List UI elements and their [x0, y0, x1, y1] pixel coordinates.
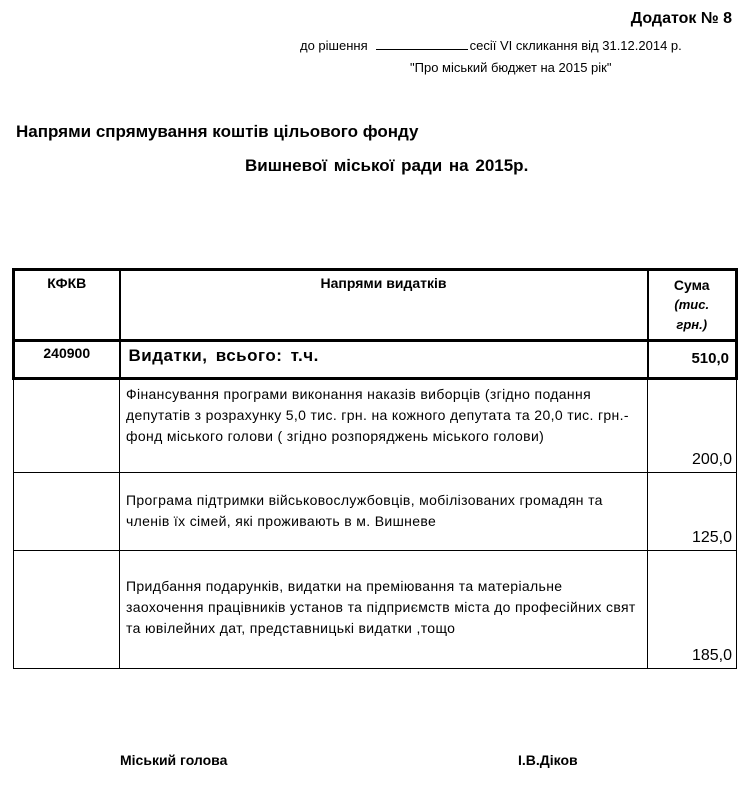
decision-blank-line: [376, 38, 468, 50]
expenditure-table: [12, 268, 738, 669]
table-header-row: [14, 270, 737, 341]
signatory-position: Міський голова: [120, 752, 228, 768]
decision-reference: [300, 38, 682, 53]
header-code: КФКВ: [14, 270, 120, 341]
row-amount: 200,0: [648, 379, 737, 473]
budget-decision-title: "Про міський бюджет на 2015 рік": [410, 60, 612, 75]
table-row: [14, 551, 737, 669]
row-amount: 125,0: [648, 473, 737, 551]
annex-number: Додаток № 8: [630, 10, 732, 27]
header-directions: Напрями видатків: [120, 270, 648, 341]
header-sum-label: Сума: [673, 277, 710, 293]
total-label: Видатки, всього: т.ч.: [120, 341, 648, 379]
document-title-line2: Вишневої міської ради на 2015р.: [245, 156, 529, 175]
row-code: [14, 551, 120, 669]
table-row: [14, 379, 737, 473]
row-description: Придбання подарунків, видатки на преміювання та матеріальне заохочення працівників установ та підприємств міста до професійних свят та ювілейних дат, представницькі видатки ,тощо: [120, 551, 648, 669]
row-amount: 185,0: [648, 551, 737, 669]
header-unit-line2: грн.): [676, 317, 708, 332]
total-code: 240900: [14, 341, 120, 379]
table-row: [14, 473, 737, 551]
document-title-line1: Напрями спрямування коштів цільового фонду: [16, 122, 419, 141]
row-description: Програма підтримки військовослужбовців, мобілізованих громадян та членів їх сімей, які проживають в м. Вишневе: [120, 473, 648, 551]
row-code: [14, 473, 120, 551]
header-unit-line1: (тис.: [674, 297, 710, 312]
decision-suffix: сесії VI скликання від 31.12.2014 р.: [469, 38, 682, 53]
total-amount: 510,0: [648, 341, 737, 379]
header-sum: [648, 270, 737, 341]
total-row: [14, 341, 737, 379]
signatory-name: І.В.Діков: [518, 752, 578, 768]
row-code: [14, 379, 120, 473]
row-description: Фінансування програми виконання наказів виборців (згідно подання депутатів з розрахунку 5,0 тис. грн. на кожного депутата та 20,0 тис. грн.- фонд міського голови ( згідно розпоряджень міського голови): [120, 379, 648, 473]
decision-prefix: до рішення: [300, 38, 368, 53]
